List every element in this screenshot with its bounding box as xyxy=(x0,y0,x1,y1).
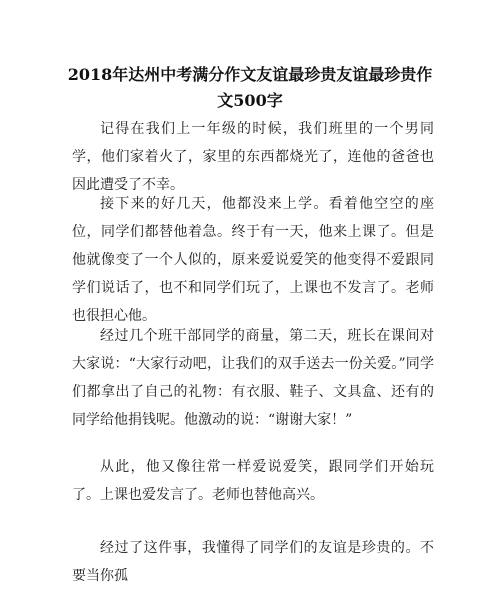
paragraph-4: 从此，他又像往常一样爱说爱笑，跟同学们开始玩了。上课也爱发言了。老师也替他高兴。 xyxy=(72,459,434,503)
paragraph-5: 经过了这件事，我懂得了同学们的友谊是珍贵的。不要当你孤 xyxy=(72,540,434,584)
paragraph-2: 接下来的好几天，他都没来上学。看着他空空的座位，同学们都替他着急。终于有一天，他来上课了。但是他就像变了一个人似的，原来爱说爱笑的他变得不爱跟同学们说话了，也不和同学们玩了，上课也不发言了。老师也很担心他。 xyxy=(72,196,434,324)
document-title: 2018年达州中考满分作文友谊最珍贵友谊最珍贵作文500字 xyxy=(67,65,433,110)
paragraph-3: 经过几个班干部同学的商量，第二天，班长在课间对大家说：“大家行动吧，让我们的双手送去一份关爱。”同学们都拿出了自己的礼物：有衣服、鞋子、文具盒、还有的同学给他捐钱呢。他激动的说：“谢谢大家！” xyxy=(72,328,434,428)
paragraph-1: 记得在我们上一年级的时候，我们班里的一个男同学，他们家着火了，家里的东西都烧光了，连他的爸爸也因此遭受了不幸。 xyxy=(72,121,434,193)
